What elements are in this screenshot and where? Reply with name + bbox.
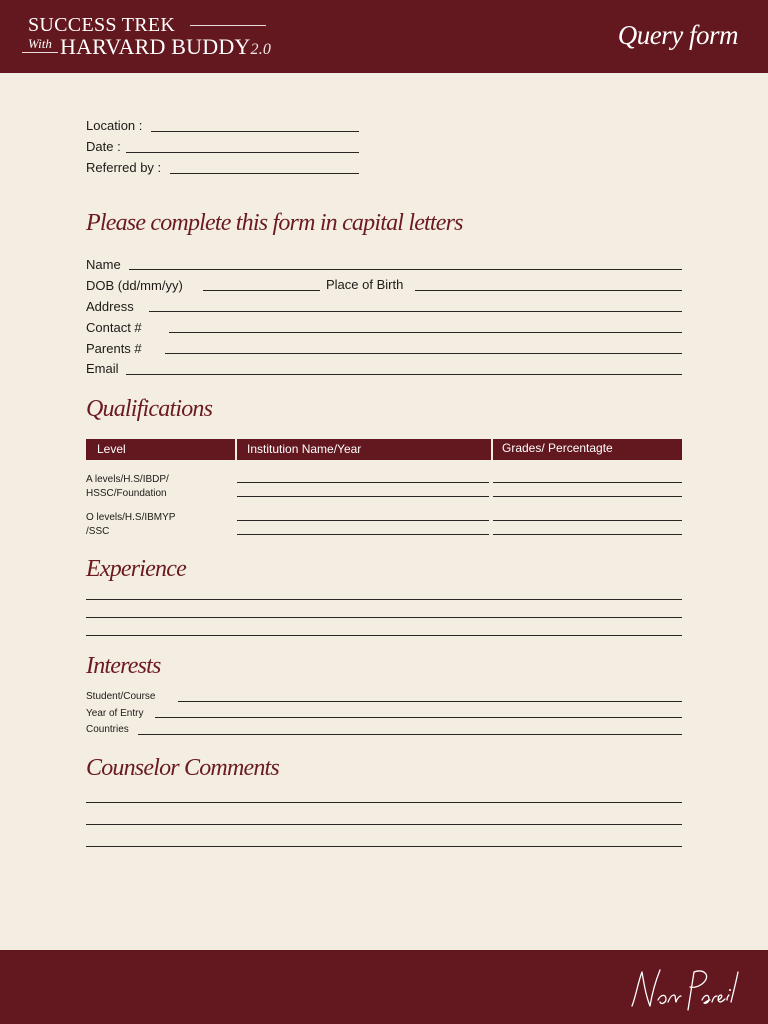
column-grades: Grades/ Percentagte: [502, 441, 613, 455]
instruction-heading: Please complete this form in capital letters: [86, 210, 463, 236]
brand-with-rule: [22, 52, 58, 53]
countries-label: Countries: [86, 724, 129, 735]
qual-row-o-levels-line1: O levels/H.S/IBMYP: [86, 512, 176, 523]
qual-row-a-levels-line1: A levels/H.S/IBDP/: [86, 474, 169, 485]
name-label: Name: [86, 257, 121, 272]
counselor-comment-line[interactable]: [86, 846, 682, 847]
date-line[interactable]: [126, 152, 359, 153]
address-label: Address: [86, 299, 134, 314]
location-line[interactable]: [151, 131, 359, 132]
footer-bar: [0, 950, 768, 1024]
contact-line[interactable]: [169, 332, 682, 333]
signature-logo: [628, 966, 740, 1017]
referred-by-label: Referred by :: [86, 160, 162, 175]
counselor-comments-heading: Counselor Comments: [86, 755, 279, 781]
brand-with: With: [28, 36, 52, 51]
brand-logo: [22, 12, 302, 62]
parents-label: Parents #: [86, 341, 142, 356]
year-of-entry-line[interactable]: [155, 717, 682, 718]
contact-label: Contact #: [86, 320, 142, 335]
experience-line[interactable]: [86, 617, 682, 618]
dob-label: DOB (dd/mm/yy): [86, 278, 183, 293]
header-bar: [0, 0, 768, 73]
qual-row-o-levels-line2: /SSC: [86, 526, 110, 537]
column-separator: [235, 439, 237, 460]
qual-o-grades-line[interactable]: [493, 534, 682, 535]
countries-line[interactable]: [138, 734, 682, 735]
brand-line-2: [60, 34, 271, 60]
qual-a-institution-line[interactable]: [237, 482, 489, 483]
place-of-birth-label: Place of Birth: [326, 277, 404, 292]
referred-by-line[interactable]: [170, 173, 359, 174]
interests-heading: Interests: [86, 653, 161, 679]
student-course-line[interactable]: [178, 701, 682, 702]
experience-heading: Experience: [86, 556, 186, 582]
form-title: Query form: [617, 20, 738, 50]
dob-line[interactable]: [203, 290, 320, 291]
qual-o-grades-line[interactable]: [493, 520, 682, 521]
brand-version: 2.0: [250, 41, 272, 58]
counselor-comment-line[interactable]: [86, 824, 682, 825]
qual-o-institution-line[interactable]: [237, 534, 489, 535]
year-of-entry-label: Year of Entry: [86, 708, 144, 719]
address-line[interactable]: [149, 311, 682, 312]
email-label: Email: [86, 361, 119, 376]
qual-a-institution-line[interactable]: [237, 496, 489, 497]
column-institution: Institution Name/Year: [247, 442, 362, 456]
experience-line[interactable]: [86, 599, 682, 600]
location-label: Location :: [86, 118, 143, 133]
brand-rule: [190, 25, 266, 26]
brand-name: HARVARD BUDDY: [60, 34, 251, 59]
column-separator: [491, 439, 493, 460]
counselor-comment-line[interactable]: [86, 802, 682, 803]
qual-a-grades-line[interactable]: [493, 496, 682, 497]
qual-row-a-levels-line2: HSSC/Foundation: [86, 488, 167, 499]
email-line[interactable]: [126, 374, 682, 375]
column-level: Level: [97, 442, 126, 456]
qual-o-institution-line[interactable]: [237, 520, 489, 521]
date-label: Date :: [86, 139, 121, 154]
qualifications-heading: Qualifications: [86, 396, 213, 422]
experience-line[interactable]: [86, 635, 682, 636]
name-line[interactable]: [129, 269, 682, 270]
parents-line[interactable]: [165, 353, 682, 354]
qual-a-grades-line[interactable]: [493, 482, 682, 483]
qualifications-table-header: [86, 439, 682, 460]
place-of-birth-line[interactable]: [415, 290, 682, 291]
brand-line-1: SUCCESS TREK: [28, 14, 176, 36]
student-course-label: Student/Course: [86, 691, 156, 702]
